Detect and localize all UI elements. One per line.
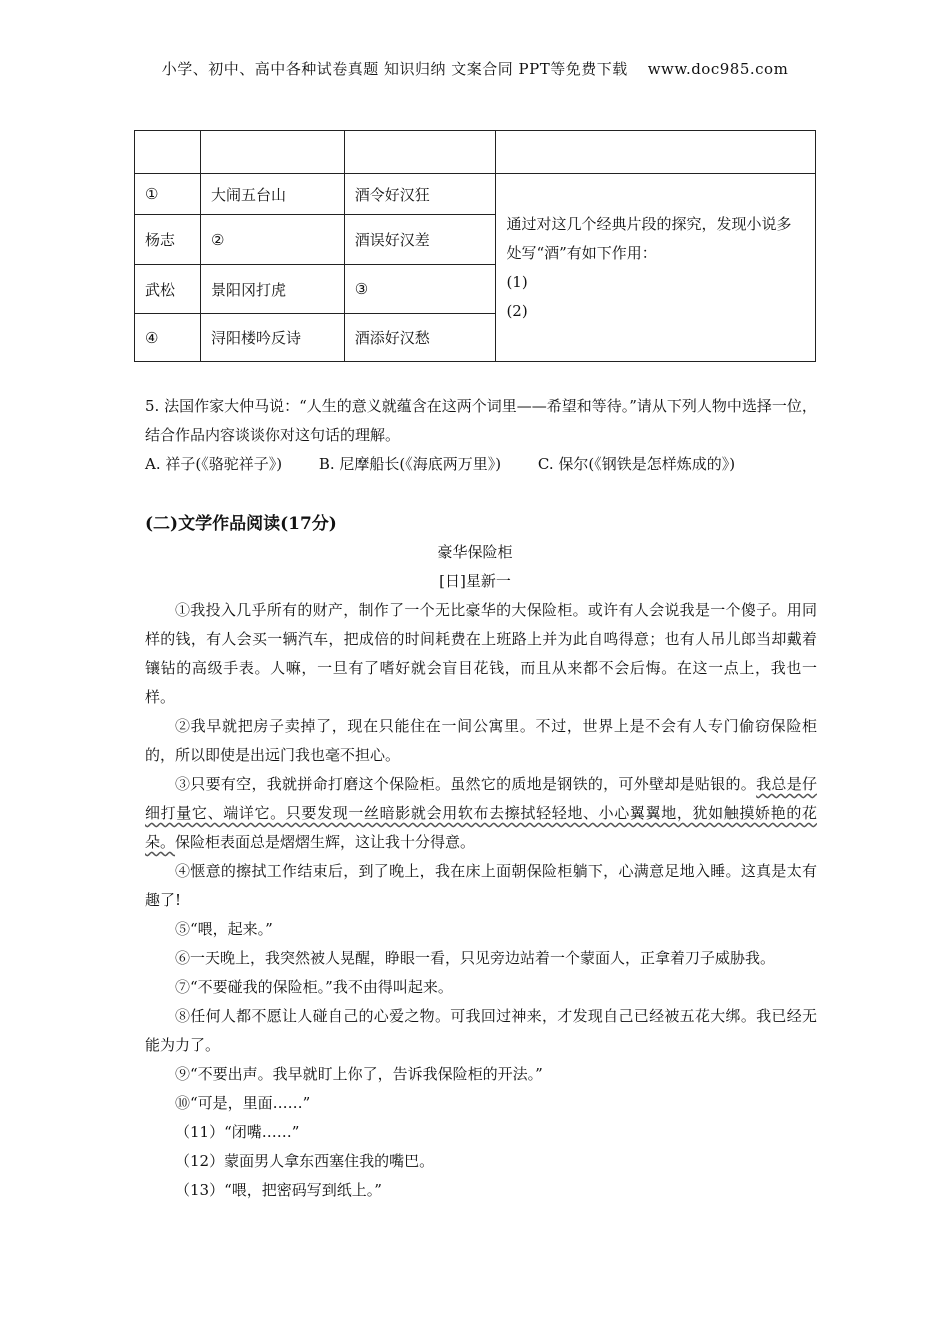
table-row xyxy=(135,131,816,174)
table-cell: ① xyxy=(135,174,201,215)
header-url[interactable]: www.doc985.com xyxy=(647,60,789,78)
question-5-options xyxy=(145,450,817,479)
table-cell: 酒添好汉愁 xyxy=(344,314,496,362)
story-author: [日]星新一 xyxy=(439,572,511,590)
paragraph: （11）“闭嘴……” xyxy=(175,1123,300,1141)
option-b: B. 尼摩船长(《海底两万里》) xyxy=(318,455,502,473)
table-cell: 大闹五台山 xyxy=(200,174,344,215)
section-heading: (二)文学作品阅读(17分) xyxy=(145,514,337,534)
table-cell xyxy=(135,131,201,174)
table-note-cell xyxy=(496,174,816,362)
table-cell: ③ xyxy=(344,265,496,314)
table-row xyxy=(135,174,816,215)
paragraph: （13）“喂，把密码写到纸上。” xyxy=(175,1181,382,1199)
page-header xyxy=(0,58,950,79)
option-a: A. 祥子(《骆驼祥子》) xyxy=(145,455,283,473)
note-item: (2) xyxy=(506,301,528,320)
paragraph: ④惬意的擦拭工作结束后，到了晚上，我在床上面朝保险柜躺下，心满意足地入睡。这真是太有趣了! xyxy=(145,862,817,909)
table-cell: 浔阳楼吟反诗 xyxy=(200,314,344,362)
paragraph xyxy=(145,770,817,857)
paragraph: ⑧任何人都不愿让人碰自己的心爱之物。可我回过神来，才发现自己已经被五花大绑。我已经无能为力了。 xyxy=(145,1007,817,1054)
question-5: 5. 法国作家大仲马说：“人生的意义就蕴含在这两个词里——希望和等待。”请从下列人物中选择一位，结合作品内容谈谈你对这句话的理解。 xyxy=(145,397,817,444)
table-cell: 景阳冈打虎 xyxy=(200,265,344,314)
exploration-table xyxy=(134,130,816,362)
story-body xyxy=(145,596,817,1205)
option-c: C. 保尔(《钢铁是怎样炼成的》) xyxy=(537,455,736,473)
table-cell: 武松 xyxy=(135,265,201,314)
table-cell: 酒误好汉差 xyxy=(344,215,496,265)
table-cell xyxy=(496,131,816,174)
story-title: 豪华保险柜 xyxy=(437,543,513,561)
paragraph: ⑥一天晚上，我突然被人晃醒，睁眼一看，只见旁边站着一个蒙面人，正拿着刀子威胁我。 xyxy=(175,949,776,967)
wavy-underlined-text: 我总是仔细打量它、端详它。只要发现一丝暗影就会用软布去擦拭轻轻地、小心翼翼地，犹如触摸娇艳的花朵。 xyxy=(145,775,817,851)
paragraph: ⑩“可是，里面……” xyxy=(175,1094,311,1112)
table-cell: ② xyxy=(200,215,344,265)
paragraph: ①我投入几乎所有的财产，制作了一个无比豪华的大保险柜。或许有人会说我是一个傻子。用同样的钱，有人会买一辆汽车，把成倍的时间耗费在上班路上并为此自鸣得意；也有人吊儿郎当却戴着镶钻的高级手表。人嘛，一旦有了嗜好就会盲目花钱，而且从来都不会后悔。在这一点上，我也一样。 xyxy=(145,601,817,706)
paragraph: ⑤“喂，起来。” xyxy=(175,920,273,938)
table-cell: ④ xyxy=(135,314,201,362)
table-cell xyxy=(344,131,496,174)
note-item: (1) xyxy=(506,272,528,291)
table-note: 通过对这几个经典片段的探究，发现小说多处写“酒”有如下作用： xyxy=(506,214,792,262)
paragraph: ⑨“不要出声。我早就盯上你了，告诉我保险柜的开法。” xyxy=(175,1065,543,1083)
table-cell: 杨志 xyxy=(135,215,201,265)
table-cell: 酒令好汉狂 xyxy=(344,174,496,215)
header-text: 小学、初中、高中各种试卷真题 知识归纳 文案合同 PPT等免费下载 xyxy=(161,60,628,78)
table-cell xyxy=(200,131,344,174)
paragraph: ⑦“不要碰我的保险柜。”我不由得叫起来。 xyxy=(175,978,453,996)
paragraph: ②我早就把房子卖掉了，现在只能住在一间公寓里。不过，世界上是不会有人专门偷窃保险柜的，所以即使是出远门我也毫不担心。 xyxy=(145,717,817,764)
paragraph: （12）蒙面男人拿东西塞住我的嘴巴。 xyxy=(175,1152,435,1170)
paragraph-text: 保险柜表面总是熠熠生辉，这让我十分得意。 xyxy=(175,833,476,851)
paragraph-text: ③只要有空，我就拼命打磨这个保险柜。虽然它的质地是钢铁的，可外壁却是贴银的。 xyxy=(175,775,757,793)
